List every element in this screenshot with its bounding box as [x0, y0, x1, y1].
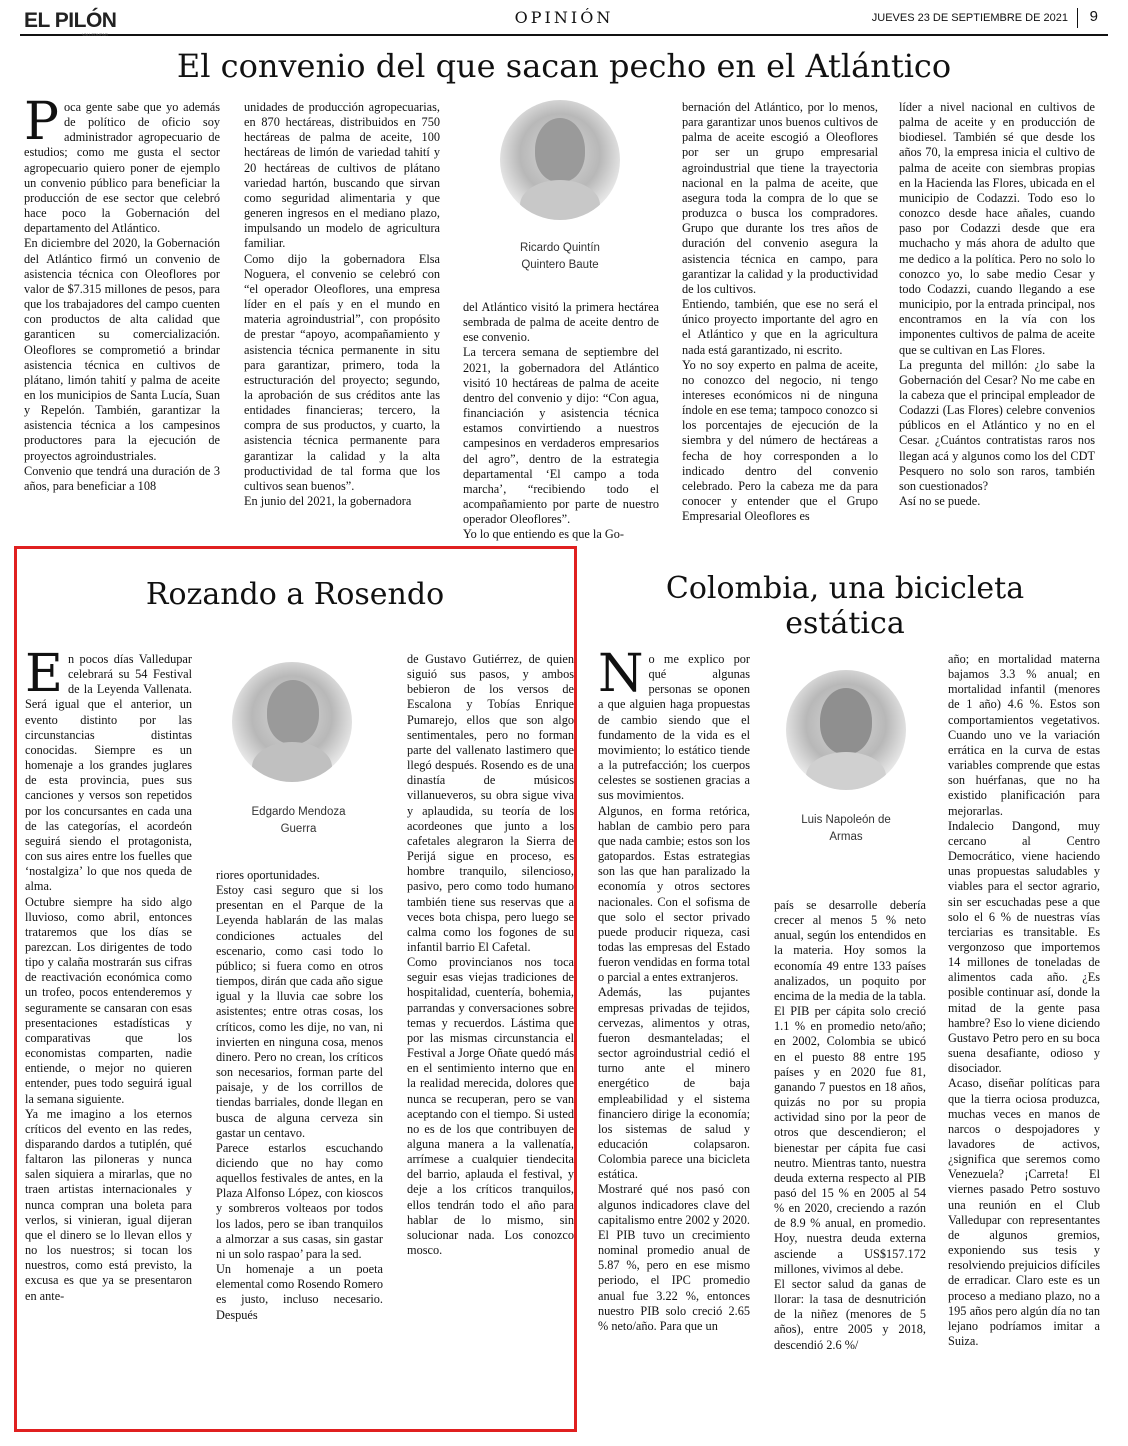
article2-drop-cap: E [25, 652, 63, 704]
article2-column-2 [216, 868, 383, 1422]
article2-author-photo [232, 662, 352, 782]
article3-author-name-2: Armas [829, 831, 863, 843]
article3-author-photo [786, 670, 906, 790]
author-shoulders-shape [252, 742, 332, 782]
article1-column-2 [244, 100, 440, 550]
article2-text-1: n pocos días Valledupar celebrará su 54 Festival de la Leyenda Vallenata. Será igual que el anterior, un evento distinto por las circunstancias distintas conocidas. Siempre es un homenaje a los grandes juglares de esta provincia, pues sus canciones y versos son repetidos por los concursantes en cada una de las categorías, el acordeón seguirá siendo el protagonista, con sus aires entre los fuelles que ‘nostalgiza’ lo que nos queda de alma. Octubre siempre ha sido algo lluvioso, como abril, entonces trataremos que los días se parezcan. Los dirigentes de todo tipo y calaña mostrarán sus cifras de reactivación económica como un trofeo, pocos entenderemos y seguramente se cansaran con esas presentaciones estadísticas y comparativas que los economistas comparten, nadie entiende, o mejor no quieren entender, pues todo seguirá igual la semana siguiente. Ya me imagino a los eternos críticos del evento en las redes, disparando dardos a tutiplén, qué faltaron las piloneras y nunca salen siquiera a mirarlas, que no traen artistas internacionales y nunca compran una boleta para verlos, si vinieran, igual dijeran que el dinero se lo llevan ellos y no los nuestros; si tocan los nuestros, como está previsto, la excusa es que ya se presentaron en ante- [25, 652, 192, 1303]
article1-text-2: unidades de producción agropecuarias, en 870 hectáreas, distribuidos en 750 hectáreas de palma de aceite, 100 hectáreas de limón de variedad tahití y 20 hectáreas de cultivos de plátano variedad hartón, buscando que sirvan como seguridad alimentaria y que generen ingresos en el mediano plazo, impulsando un modelo de agricultura familiar. Como dijo la gobernadora Elsa Noguera, el convenio se celebró con “el operador Oleoflores, una empresa líder en el país y en el mundo en materia agroindustrial”, con propósito de prestar “apoyo, acompañamiento y asistencia técnica permanente in situ para garantizar, primero, toda la estructuración del proyecto; segundo, la aprobación de sus créditos ante las entidades financieras; tercero, la compra de sus productos, y cuarto, la asistencia técnica permanente para garantizar la calidad y la alta productividad de tal forma que los cultivos sean buenos”. En junio del 2021, la gobernadora [244, 100, 440, 509]
article2-column-1 [25, 652, 192, 1422]
article1-text-5: líder a nivel nacional en cultivos de palma de aceite y en producción de biodiesel. También sé que desde los años 70, la empresa inicia el cultivo de palma de aceite con siembras propias en la Hacienda las Flores, ubicada en el municipio de Codazzi. Todo eso lo conozco desde hace añales, cuando paso por Codazzi desde que era muchacho y más ahora de adulto que me dedico a la política. Pero no solo lo conozco yo, lo sabe medio Cesar y todo Codazzi, cuando llegando a ese municipio, por la entrada principal, nos encontramos en la vía con los imponentes cultivos de palma de aceite que se cultivan en Las Flores. La pregunta del millón: ¿lo sabe la Gobernación del Cesar? No me cabe en la cabeza que el principal empleador de Codazzi (Las Flores) celebre convenios públicos en el Atlántico y no en el Cesar. ¿Cuántos contratistas raros nos llegan acá y algunos como los del CDT Pesquero no solo son raros, también son cuestionados? Así no se puede. [899, 100, 1095, 509]
article2-headline: Rozando a Rosendo [145, 577, 445, 612]
article1-text-4: bernación del Atlántico, por lo menos, para garantizar unos buenos cultivos de palma de aceite escogió a Oleoflores por ser un grupo empresarial agroindustrial que tiene la trayectoria nacional en la palma de aceite, que asegura toda la compra de lo que se produzca o busca los compradores. Grupo que durante los tres años de duración del convenio asegura la asistencia técnica en campo, para garantizar la calidad y la productividad de los cultivos. Entiendo, también, que ese no será el único proyecto importante del agro en el Atlántico y que en la agricultura nada está garantizado, ni escrito. Yo no soy experto en palma de aceite, no conozco del negocio, ni tengo intereses económicos ni de ninguna índole en ese tema; tampoco conozco si los porcentajes de ejecución de la siembra y del número de hectáreas a fecha de hoy corresponden a lo indicado dentro del convenio celebrado. Pero la cabeza me da para conocer y entender que el Grupo Empresarial Oleoflores es [682, 100, 878, 524]
article3-text-2: país se desarrolle debería crecer al menos 5 % neto anual, según los entendidos en la materia. Hoy somos la economía 49 entre 133 países analizados, un poquito por encima de la media de la tabla. El PIB per cápita solo creció 1.1 % en promedio neto/año; en 2002, Colombia se ubicó en el puesto 88 entre 195 países y en 2020 fue 81, ganando 7 puestos en 18 años, quizás no por su propia actividad sino por la peor de otros que descendieron; el bienestar per cápita fue casi neutro. Mientras tanto, nuestra deuda externa respecto al PIB pasó del 15 % en 2005 al 54 % en 2020, creciendo a razón de 8.9 % anual, en promedio. Hoy, nuestra deuda externa asciende a US$157.172 millones, vivimos al debe. El sector salud da ganas de llorar: la tasa de desnutrición de la niñez (menores de 5 años), entre 2005 y 2018, descendió 2.6 %/ [774, 898, 926, 1352]
article3-column-2 [774, 898, 926, 1422]
author-shoulders-shape [806, 752, 886, 790]
author-face-shape [820, 688, 872, 754]
article2-author-caption [215, 804, 382, 838]
article1-text-3: del Atlántico visitó la primera hectárea sembrada de palma de aceite dentro de ese convenio. La tercera semana de septiembre del 2021, la gobernadora del Atlántico visitó 10 hectáreas de palma de aceite dentro del convenio y dijo: “Con agua, financiación y asistencia técnica estamos convirtiendo a nuestros campesinos en verdaderos empresarios del agro”, dentro de la estrategia departamental ‘El campo a toda marcha’, “recibiendo todo el acompañamiento por parte de nuestro operador Oleoflores”. Yo lo que entiendo es que la Go- [463, 300, 659, 542]
article2-text-2: riores oportunidades. Estoy casi seguro que si los presentan en el Parque de la Leyenda hablarán de las malas condiciones actuales del escenario, como casi todo lo público; si fuera como en otros tiempos, dirán que cada año sigue igual y la lluvia cae sobre los asistentes; entre otras cosas, los críticos, como les dije, no van, ni invierten en ninguna cosa, menos dinero. Pero no crean, los críticos son necesarios, forman parte del paisaje, y de los corrillos de tiendas barriales, donde llegan en busca de alguna cerveza sin gastar un centavo. Parece estarlos escuchando diciendo que no hay como aquellos festivales de antes, en la Plaza Alfonso López, con kioscos y sombreros volteaos por todos los lados, pero se iban tranquilos a almorzar a sus casas, sin gastar ni un solo raspao’ para la sed. Un homenaje a un poeta elemental como Rosendo Romero es justo, incluso necesario. Después [216, 868, 383, 1322]
article3-headline-line-1: Colombia, una bicicleta [665, 571, 1025, 606]
article1-column-4 [682, 100, 878, 550]
article1-headline: El convenio del que sacan pecho en el Atlántico [176, 47, 952, 85]
article2-text-3: de Gustavo Gutiérrez, de quien siguió sus pasos, y ambos bebieron de los versos de Escalona y Tobías Enrique Pumarejo, ellos que son algo sentimentales, pero no forman parte del vallenato lastimero que llegó después. Rosendo es de una dinastía de músicos villanueveros, su obra sigue viva y aplaudida, su teoría de los acordeones que junto a los cafetales alegraron la Sierra de Perijá sigue en proceso, es hombre tranquilo, silencioso, pasivo, pero como todo humano también tiene sus reservas que a veces bota chispa, pero luego se calma como los fogones de su infantil barrio El Cafetal. Como provincianos nos toca seguir esas viejas tradiciones de hospitalidad, cuentería, bohemia, parrandas y conversaciones sobre temas y recuerdos. Lástima que por las mismas circunstancia el Festival a Jorge Oñate quedó más en el sentimiento interno que en la realidad merecida, dolores que nunca se recuperan, pero se van aceptando con el tiempo. Si usted no es de los que contribuyen de alguna manera a la vallenatía, arrímese a cualquier tiendecita del barrio, aplauda el festival, y deje a los críticos tranquilos, ellos tendrán todo el año para hablar de lo mismo, sin solucionar nada. Los conozco mosco. [407, 652, 574, 1258]
article3-text-1: o me explico por qué algunas personas se oponen a que alguien haga propuestas de cambio siendo que el fundamento de la vida es el movimiento; lo estático tiende a la putrefacción; los cuerpos celestes se sostienen gracias a sus movimientos. Algunos, en forma retórica, hablan de cambio pero para que nada cambie; estos son los gatopardos. Estas estrategias son las que han paralizado la economía y otros sectores nacionales. Con el sofisma de que solo el sector privado puede producir riqueza, casi todas las empresas del Estado fueron vendidas en forma total o parcial a entes extranjeros. Además, las pujantes empresas privadas de tejidos, cervezas, alimentos y otras, fueron desmanteladas; el sector agroindustrial cedió el turno ante el minero energético de baja empleabilidad y el sistema financiero dirige la economía; los sistemas de salud y educación colapsaron. Colombia parece una bicicleta estática. Mostraré qué nos pasó con algunos indicadores clave del capitalismo entre 2002 y 2020. El PIB tuvo un crecimiento nominal promedio anual de 5.87 %, pero en ese mismo periodo, el IPC promedio anual fue 3.22 %, entonces nuestro PIB solo creció 2.65 % neto/año. Para que un [598, 652, 750, 1333]
page-separator [1077, 8, 1078, 28]
article1-column-3 [463, 300, 659, 550]
article1-author-name-1: Ricardo Quintín [520, 242, 600, 254]
article2-column-3 [407, 652, 574, 1422]
section-title: OPINIÓN [514, 8, 614, 27]
article1-column-1 [24, 100, 220, 550]
page-number: 9 [1089, 8, 1098, 25]
article1-author-name-2: Quintero Baute [521, 259, 599, 271]
article1-drop-cap: P [24, 100, 59, 152]
article2-author-name-1: Edgardo Mendoza [251, 806, 346, 818]
article1-column-5 [899, 100, 1095, 550]
author-face-shape [267, 680, 319, 744]
article3-author-name-1: Luis Napoleón de [801, 814, 891, 826]
article3-column-1 [598, 652, 750, 1422]
article3-text-3: año; en mortalidad materna bajamos 3.3 % anual; en mortalidad infantil (menores de 1 año) 4.6 %. Estos son comportamientos vegetativos. Cuando uno ve la variación errática en la curva de estas variables comprende que estas son huérfanas, que no ha existido planificación para mejorarlas. Indalecio Dangond, muy cercano al Centro Democrático, viene haciendo unas propuestas saludables y viables para el sector agrario, sin ser escuchadas pese a que solo el 6 % de nuestras vías terciarias es transitable. Es vergonzoso que importemos 14 millones de toneladas de alimentos cada año. ¿Es posible continuar así, donde la mitad de la gente pasa hambre? Eso lo viene diciendo Gustavo Petro pero en su boca suena desafiante, odioso y disociador. Acaso, diseñar políticas para que la tierra ociosa produzca, muchas veces en manos de narcos o despojadores y lavadores de activos, ¿significa que seremos como Venezuela? ¡Carreta! El viernes pasado Petro sostuvo una reunión en el Club Valledupar con representantes de algunos gremios, exponiendo sus tesis y resolviendo prejuicios difíciles de erradicar. Claro este es un proceso a mediano plazo, no a 195 años pero algún día no tan lejano podríamos imitar a Suiza. [948, 652, 1100, 1349]
article2-author-name-2: Guerra [280, 823, 317, 835]
article1-text-1: oca gente sabe que yo además de político de oficio soy administrador agropecuario de estudios; como me gusta el sector agropecuario quiero poner de ejemplo un convenio público para beneficiar la producción de ese sector que celebró hace poco la Gobernación del departamento del Atlántico. En diciembre del 2020, la Gobernación del Atlántico firmó un convenio de asistencia técnica con Oleoflores por valor de $7.315 millones de pesos, para que los trabajadores del campo cuenten con productos de alta calidad que garanticen su comercialización. Oleoflores se comprometió a brindar asistencia técnica en cultivos de plátano, limón tahití y palma de aceite en los municipios de Santa Lucía, Suan y Repelón. También, garantizar la asistencia técnica a los campesinos productores para la ejecución de proyectos agroindustriales. Convenio que tendrá una duración de 3 años, para beneficiar a 108 [24, 100, 220, 493]
article3-author-caption [770, 812, 922, 846]
article1-author-photo [500, 100, 620, 220]
logo-subtitle: VALLEDUPAR [82, 32, 108, 37]
newspaper-logo: EL PILÓN [24, 9, 117, 32]
article3-drop-cap: N [598, 652, 644, 704]
article1-author-caption [480, 240, 640, 274]
author-shoulders-shape [520, 180, 600, 220]
author-face-shape [535, 118, 585, 182]
article3-headline-line-2: estática [785, 605, 905, 641]
issue-date: JUEVES 23 DE SEPTIEMBRE DE 2021 [871, 12, 1068, 24]
article3-column-3 [948, 652, 1100, 1422]
article3-headline [600, 572, 1090, 641]
